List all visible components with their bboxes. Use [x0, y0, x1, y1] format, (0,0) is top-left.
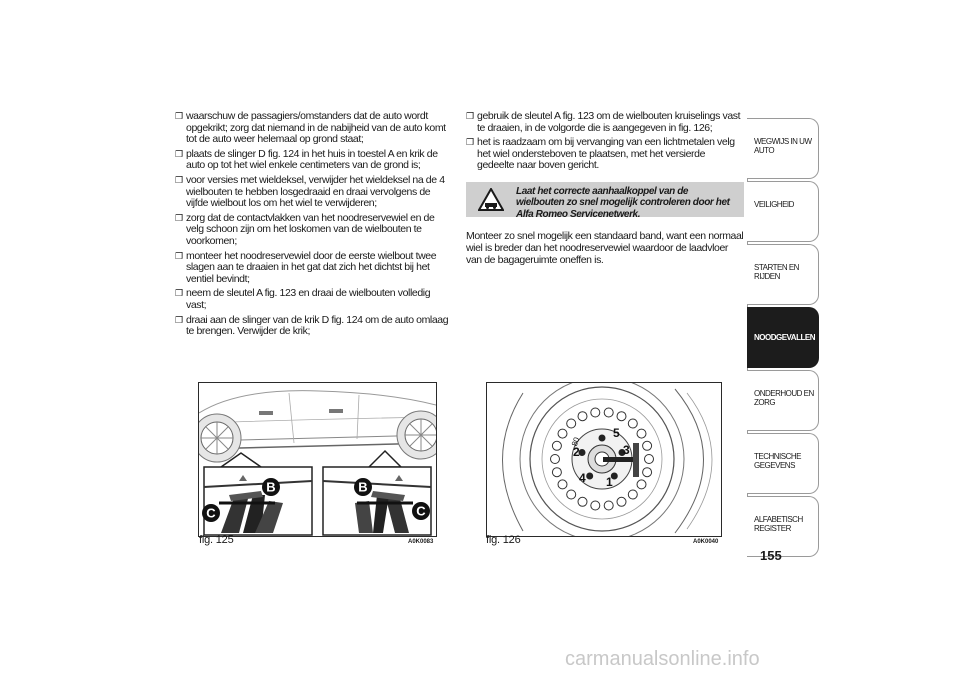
bullet-item: ❒ zorg dat de contactvlakken van het noodreservewiel en de velg schoon zijn om het loskomen van de wielbouten te voorkomen; [175, 211, 435, 247]
wheel-bolt-order-drawing [487, 383, 721, 536]
warning-box [466, 182, 744, 220]
wheel-vent-hole [552, 468, 561, 477]
wheel-vent-hole [551, 455, 560, 464]
checkbox-icon: ❒ [466, 137, 474, 148]
tab-technische[interactable] [747, 433, 819, 494]
wheel-vent-hole [558, 480, 567, 489]
figure-125-jack-illustration [198, 382, 437, 537]
bullet-item: ❒ gebruik de sleutel A fig. 123 om de wielbouten kruiselings vast te draaien, in de volgorde die is aangegeven in fig. 126; [466, 110, 741, 134]
bolt-number-3: 3 [623, 443, 630, 457]
wheel-vent-hole [617, 412, 626, 421]
bolt-number-2: 2 [573, 445, 580, 459]
label-b-right: B [358, 479, 368, 495]
figure-125-code: A0K0083 [408, 539, 434, 545]
checkbox-icon: ❒ [175, 250, 183, 261]
right-column [466, 111, 744, 266]
tab-label: VEILIGHEID [754, 200, 794, 209]
tab-label: STARTEN EN RIJDEN [754, 263, 799, 281]
label-b-left: B [266, 479, 276, 495]
bolt-number-1: 1 [606, 475, 613, 489]
checkbox-icon: ❒ [175, 314, 183, 325]
warning-text: Laat het correcte aanhaalkoppel van de wielbouten zo snel mogelijk controleren door het Alfa Romeo Servicenetwerk. [516, 185, 730, 220]
tab-veiligheid[interactable] [747, 181, 819, 242]
figure-126-wheel-illustration [486, 382, 722, 537]
checkbox-icon: ❒ [175, 212, 183, 223]
wheel-vent-hole [558, 429, 567, 438]
wheel-vent-hole [628, 490, 637, 499]
rim-label: 80 [569, 436, 582, 448]
tab-noodgevallen[interactable] [747, 307, 819, 368]
tab-label: ONDERHOUD EN ZORG [754, 389, 814, 407]
wheel-vent-hole [552, 441, 561, 450]
bullet-item: ❒ het is raadzaam om bij vervanging van een lichtmetalen velg het wiel ondersteboven te plaatsen, met het versierde gedeelte naar boven gericht. [466, 136, 735, 172]
wheel-vent-hole [604, 501, 613, 510]
wheel-vent-hole [578, 497, 587, 506]
tab-label: NOODGEVALLEN [754, 333, 815, 342]
tab-onderhoud[interactable] [747, 370, 819, 431]
label-c-right: C [416, 503, 426, 519]
wheel-vent-hole [591, 408, 600, 417]
wheel-vent-hole [628, 419, 637, 428]
wheel-bolt [586, 473, 593, 480]
wheel-bolt [599, 435, 606, 442]
wheel-vent-hole [617, 497, 626, 506]
wheel-vent-hole [645, 455, 654, 464]
tab-alfabetisch[interactable] [747, 496, 819, 557]
bullet-item: ❒ draai aan de slinger van de krik D fig. 124 om de auto omlaag te brengen. Verwijder de krik; [175, 313, 449, 338]
tab-label: WEGWIJS IN UW AUTO [754, 137, 812, 155]
wheel-vent-hole [591, 501, 600, 510]
warning-triangle-icon [478, 188, 504, 211]
wheel-vent-hole [578, 412, 587, 421]
left-column [175, 111, 450, 341]
wheel-vent-hole [643, 441, 652, 450]
wheel-vent-hole [604, 408, 613, 417]
tab-label: TECHNISCHE GEGEVENS [754, 452, 802, 470]
tab-starten[interactable] [747, 244, 819, 305]
wheel-vent-hole [637, 480, 646, 489]
checkbox-icon: ❒ [175, 288, 183, 299]
wheel-vent-hole [567, 490, 576, 499]
figure-126-caption: fig. 126 [486, 534, 521, 546]
bolt-number-5: 5 [613, 426, 620, 440]
bullet-item: ❒ waarschuw de passagiers/omstanders dat de auto wordt opgekrikt; zorg dat niemand in de nabijheid van de auto komt tot de auto weer helemaal op grond staat; [175, 110, 446, 146]
body-paragraph: Monteer zo snel mogelijk een standaard band, want een normaal wiel is breder dan het noodreservewiel waardoor de laadvloer van de bagageruimte oneffen is. [466, 229, 744, 266]
checkbox-icon: ❒ [466, 111, 474, 121]
page-number: 155 [760, 548, 782, 563]
wheel-vent-hole [637, 429, 646, 438]
label-c-left: C [206, 505, 216, 521]
chapter-tabs [747, 118, 819, 559]
tab-label: ALFABETISCH REGISTER [754, 515, 803, 533]
figure-126-code: A0K0040 [693, 539, 719, 545]
bullet-item: ❒ monteer het noodreservewiel door de eerste wielbout twee slagen aan te draaien in het gat dat zich het dichtst bij het ventiel bevindt; [175, 249, 437, 285]
wheel-vent-hole [643, 468, 652, 477]
bullet-item: ❒ neem de sleutel A fig. 123 en draai de wielbouten volledig vast; [175, 287, 431, 311]
checkbox-icon: ❒ [175, 111, 183, 121]
car-jack-drawing [199, 383, 436, 536]
checkbox-icon: ❒ [175, 148, 183, 159]
bolt-number-4: 4 [579, 471, 586, 485]
bullet-item: ❒ plaats de slinger D fig. 124 in het huis in toestel A en krik de auto op tot het wiel enkele centimeters van de grond is; [175, 147, 438, 172]
bullet-item: ❒ voor versies met wieldeksel, verwijder het wieldeksel na de 4 wielbouten te hebben losgedraaid en draai vervolgens de vijfde wielbout los om het wiel te verwijderen; [175, 173, 445, 210]
tab-wegwijs[interactable] [747, 118, 819, 179]
wheel-vent-hole [567, 419, 576, 428]
checkbox-icon: ❒ [175, 174, 183, 185]
figure-125-caption: fig. 125 [199, 534, 234, 546]
watermark: carmanualsonline.info [565, 648, 760, 670]
